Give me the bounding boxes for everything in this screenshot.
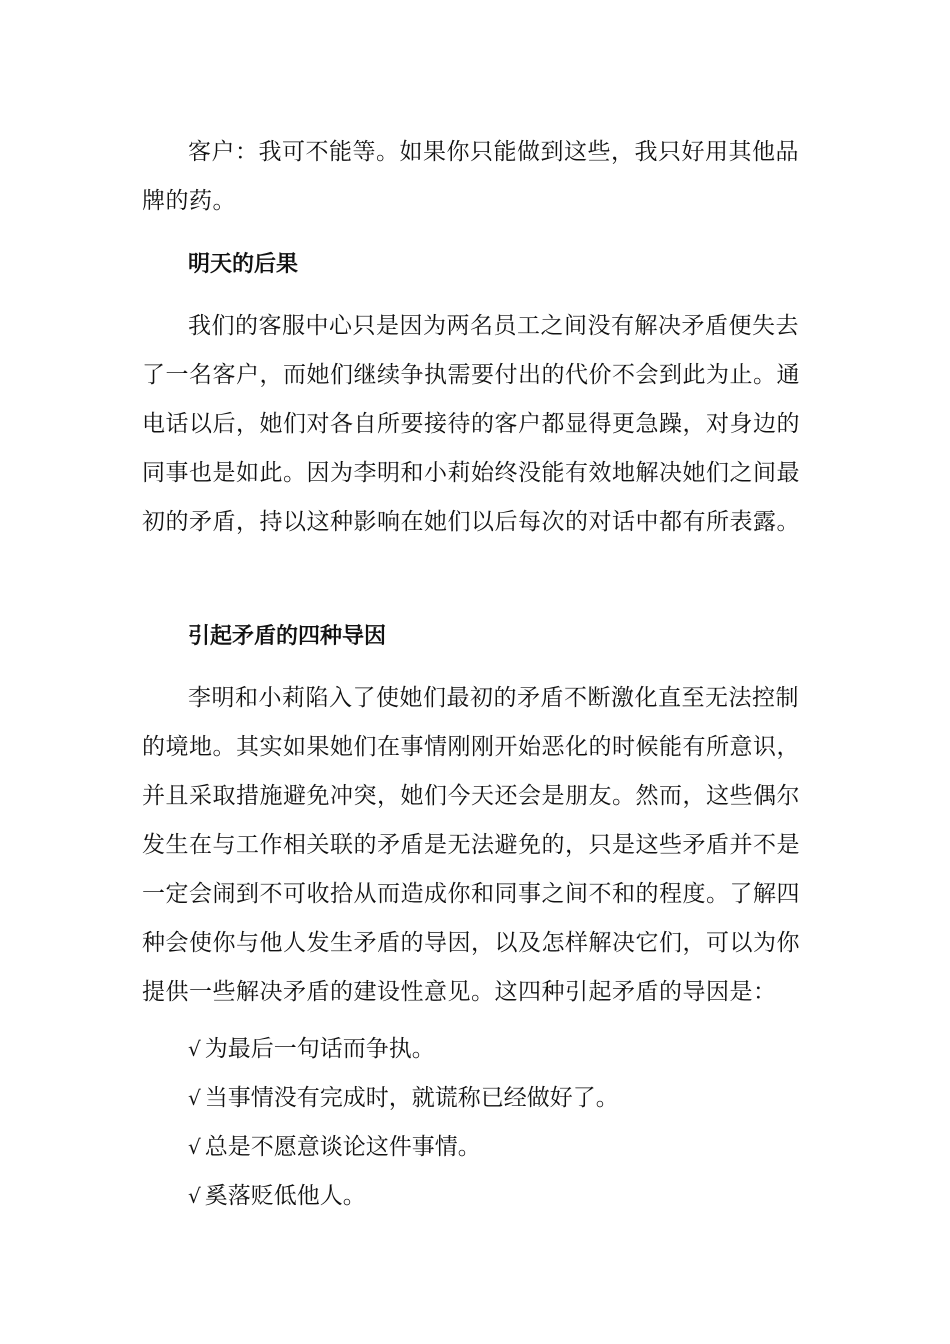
list-item	[188, 1181, 366, 1211]
list-item-text: 当事情没有完成时，就谎称已经做好了。	[204, 1085, 619, 1111]
list-item	[188, 1132, 481, 1162]
list-item-text: 总是不愿意谈论这件事情。	[204, 1134, 481, 1160]
paragraph-consequences: 我们的客服中心只是因为两名员工之间没有解决矛盾便失去了一名客户，而她们继续争执需要付出的代价不会到此为止。通电话以后，她们对各自所要接待的客户都显得更急躁，对身边的同事也是如此。因为李明和小莉始终没能有效地解决她们之间最初的矛盾，持以这种影响在她们以后每次的对话中都有所表露。	[142, 313, 800, 535]
list-item-text: 奚落贬低他人。	[204, 1183, 366, 1209]
heading-four-causes: 引起矛盾的四种导因	[188, 624, 387, 649]
paragraph-four-causes: 李明和小莉陷入了使她们最初的矛盾不断激化直至无法控制的境地。其实如果她们在事情刚刚开始恶化的时候能有所意识，并且采取措施避免冲突，她们今天还会是朋友。然而，这些偶尔发生在与工作相关联的矛盾是无法避免的，只是这些矛盾并不是一定会闹到不可收拾从而造成你和同事之间不和的程度。了解四种会使你与他人发生矛盾的导因，以及怎样解决它们，可以为你提供一些解决矛盾的建设性意见。这四种引起矛盾的导因是：	[142, 685, 800, 1005]
check-mark-icon: √	[188, 1184, 201, 1208]
heading-tomorrow-consequences: 明天的后果	[188, 252, 299, 277]
list-item	[188, 1083, 619, 1113]
check-mark-icon: √	[188, 1037, 201, 1061]
list-item-text: 为最后一句话而争执。	[204, 1036, 435, 1062]
paragraph-customer-reply: 客户：我可不能等。如果你只能做到这些，我只好用其他品牌的药。	[142, 139, 799, 214]
check-mark-icon: √	[188, 1086, 201, 1110]
check-mark-icon: √	[188, 1135, 201, 1159]
list-item	[188, 1034, 435, 1064]
